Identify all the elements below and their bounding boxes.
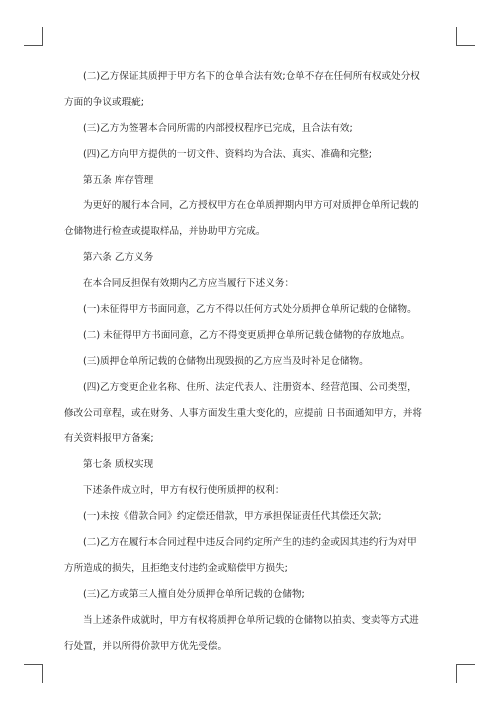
text-line: 在本合同反担保有效期内乙方应当履行下述义务：	[83, 278, 295, 290]
text-line: 为更好的履行本合同，乙方授权甲方在仓单质押期内甲方可对质押仓单所记载的	[83, 200, 419, 212]
text-line: (三)乙方为签署本合同所需的内部授权程序已完成，且合法有效;	[83, 122, 353, 134]
text-line: (四)乙方变更企业名称、住所、法定代表人、注册资本、经营范围、公司类型，	[83, 381, 417, 393]
text-line: 方面的争议或瑕疵;	[64, 96, 144, 108]
text-line: 第五条 库存管理	[83, 174, 154, 186]
crop-mark-top-left	[24, 27, 44, 47]
document-body	[64, 64, 438, 659]
text-line: (四)乙方向甲方提供的一切文件、资料均为合法、真实、准确和完整;	[83, 148, 372, 160]
crop-mark-bottom-right	[455, 663, 475, 683]
crop-mark-bottom-left	[24, 663, 44, 683]
text-line: 第六条 乙方义务	[83, 252, 154, 264]
text-line: (一)未征得甲方书面同意，乙方不得以任何方式处分质押仓单所记载的仓储物。	[83, 304, 417, 316]
text-line: 方所造成的损失，且拒绝支付违约金或赔偿甲方损失;	[64, 562, 288, 574]
text-line: 仓储物进行检查或提取样品，并协助甲方完成。	[64, 226, 266, 238]
text-line: (三)乙方或第三人擅自处分质押仓单所记载的仓储物;	[83, 588, 305, 600]
text-line: (一)未按《借款合同》约定偿还借款，甲方承担保证责任代其偿还欠款;	[83, 511, 382, 523]
text-line: (二)乙方保证其质押于甲方名下的仓单合法有效;仓单不存在任何所有权或处分权	[83, 71, 420, 82]
text-line: (二) 未征得甲方书面同意，乙方不得变更质押仓单所记载仓储物的存放地点。	[83, 329, 411, 341]
text-line: 有关资料报甲方备案;	[64, 433, 154, 445]
text-line: 第七条 质权实现	[83, 459, 154, 471]
text-line: (三)质押仓单所记载的仓储物出现毁损的乙方应当及时补足仓储物。	[83, 355, 369, 367]
text-line: 当上述条件成就时，甲方有权将质押仓单所记载的仓储物以拍卖、变卖等方式进	[83, 614, 419, 626]
crop-mark-top-right	[455, 27, 475, 47]
text-line: 行处置，并以所得价款甲方优先受偿。	[64, 640, 228, 652]
text-line: 修改公司章程，或在财务、人事方面发生重大变化的，应提前 日书面通知甲方，并将	[64, 407, 423, 419]
text-line: 下述条件成立时，甲方有权行使所质押的权利：	[83, 485, 285, 497]
text-line: (二)乙方在履行本合同过程中违反合同约定所产生的违约金或因其违约行为对甲	[83, 537, 417, 549]
